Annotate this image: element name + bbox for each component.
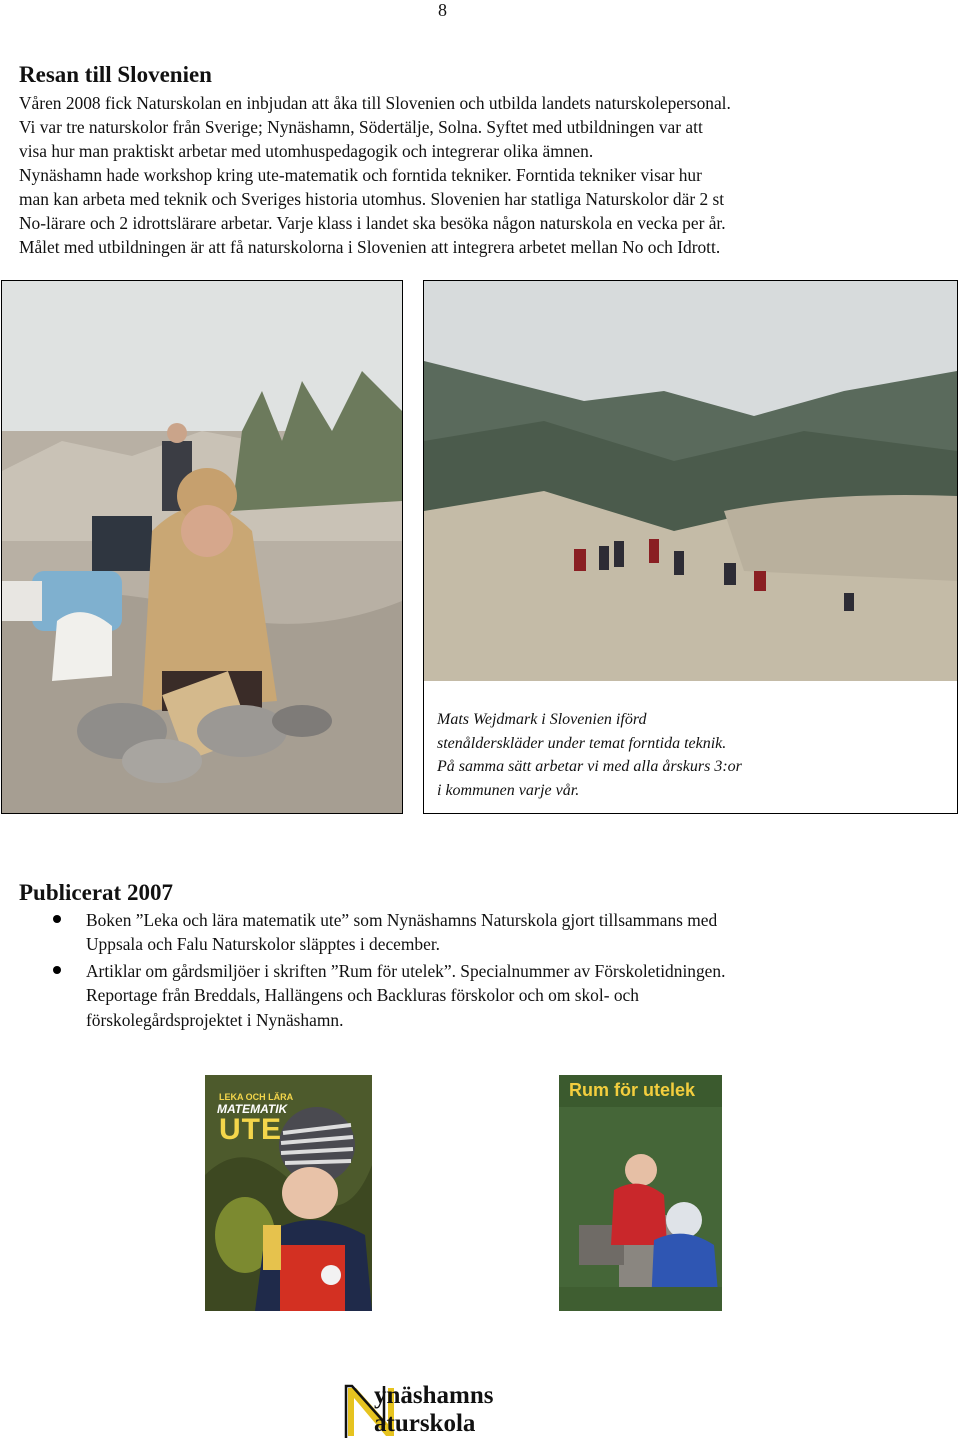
list-item-line: Uppsala och Falu Naturskolor släpptes i december. <box>86 934 441 955</box>
paragraph-line: Vi var tre naturskolor från Sverige; Nynäshamn, Södertälje, Solna. Syftet med utbildningen var att <box>19 117 703 137</box>
paragraph-line: No-lärare och 2 idrottslärare arbetar. Varje klass i landet ska besöka någon naturskola en vecka per år. <box>19 213 726 233</box>
book-cover-rum-for-utelek <box>559 1075 722 1311</box>
book-cover-line: LEKA OCH LÄRA <box>219 1092 294 1102</box>
book-cover-line: UTE <box>219 1113 282 1146</box>
bullet-icon <box>53 966 61 974</box>
logo-line: ynäshamns <box>374 1382 494 1409</box>
section-heading-published: Publicerat 2007 <box>19 880 173 905</box>
paragraph-line: Målet med utbildningen är att få naturskolorna i Slovenien att integrera arbetet mellan No och Idrott. <box>19 237 721 257</box>
caption-line: Mats Wejdmark i Slovenien iförd <box>437 711 647 728</box>
paragraph-line: Våren 2008 fick Naturskolan en inbjudan att åka till Slovenien och utbilda landets naturskolepersonal. <box>19 93 731 113</box>
publications-list <box>0 908 960 1034</box>
section-heading-slovenia: Resan till Slovenien <box>19 62 212 87</box>
photo-stone-age-workshop <box>1 280 403 814</box>
page-number: 8 <box>438 0 447 20</box>
nynashamns-naturskola-logo <box>344 1378 554 1440</box>
list-item-line: förskolegårdsprojektet i Nynäshamn. <box>86 1009 344 1030</box>
list-item <box>0 908 960 957</box>
book-cover-leka-och-lara <box>205 1075 372 1311</box>
caption-line: På samma sätt arbetar vi med alla årskurs 3:or <box>437 758 742 775</box>
paragraph-line: visa hur man praktiskt arbetar med utomhuspedagogik och integrerar olika ämnen. <box>19 141 594 161</box>
list-item-line: Reportage från Breddals, Hallängens och Backluras förskolor och om skol- och <box>86 985 639 1006</box>
list-item <box>0 959 960 1032</box>
photo-caption <box>437 708 742 802</box>
paragraph-line: man kan arbeta med teknik och Sveriges historia utomhus. Slovenien har statliga Naturskolor där 2 st <box>19 189 725 209</box>
book-cover-title: Rum för utelek <box>569 1080 696 1100</box>
paragraph-line: Nynäshamn hade workshop kring ute-matematik och forntida tekniker. Forntida tekniker visar hur <box>19 165 702 185</box>
book-cover-line: MATEMATIK <box>217 1102 288 1116</box>
bullet-icon <box>53 915 61 923</box>
caption-line: i kommunen varje vår. <box>437 781 580 799</box>
logo-line: aturskola <box>374 1410 476 1437</box>
list-item-line: Boken ”Leka och lära matematik ute” som Nynäshamns Naturskola gjort tillsammans med <box>86 910 718 930</box>
list-item-line: Artiklar om gårdsmiljöer i skriften ”Rum för utelek”. Specialnummer av Förskoletidningen. <box>86 960 726 981</box>
caption-line: stenålderskläder under temat forntida teknik. <box>437 734 727 752</box>
